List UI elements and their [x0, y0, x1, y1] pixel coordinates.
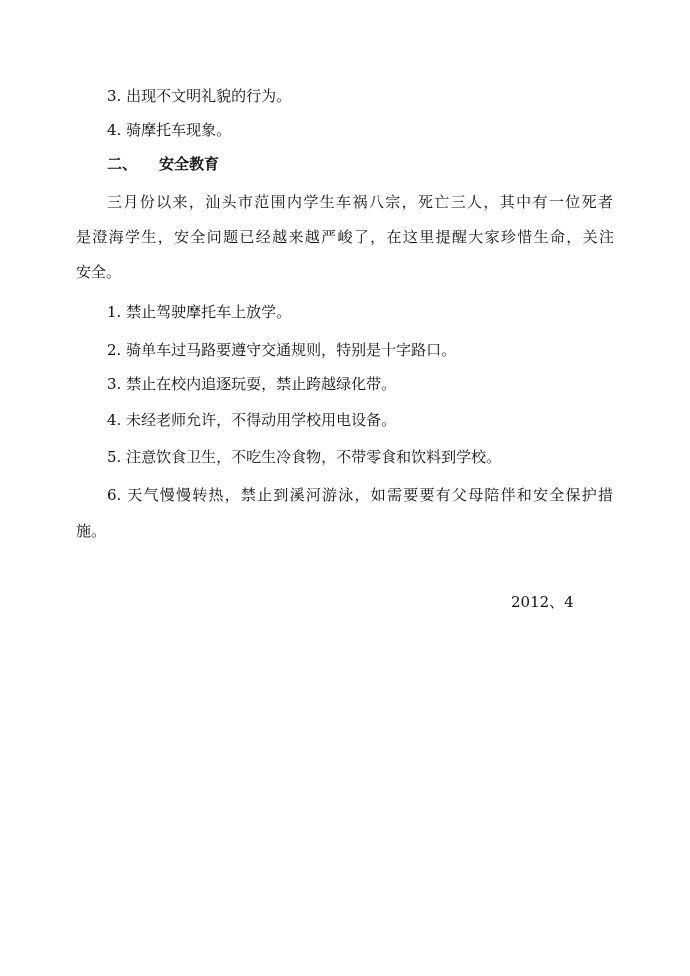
- document-date: 2012、4: [511, 593, 574, 611]
- rule-item-6-line-1: 6. 天气慢慢转热，禁止到溪河游泳，如需要要有父母陪伴和安全保护措: [107, 486, 613, 504]
- section-number: 二、: [107, 155, 138, 173]
- rule-item-3: 3. 禁止在校内追逐玩耍，禁止跨越绿化带。: [107, 375, 397, 393]
- list-item-3: 3. 出现不文明礼貌的行为。: [107, 87, 292, 105]
- rule-item-6-line-2: 施。: [76, 522, 107, 540]
- list-item-4: 4. 骑摩托车现象。: [107, 121, 232, 139]
- intro-line-3: 安全。: [76, 263, 122, 281]
- rule-item-2: 2. 骑单车过马路要遵守交通规则，特别是十字路口。: [107, 341, 457, 359]
- rule-item-1: 1. 禁止驾驶摩托车上放学。: [107, 303, 292, 321]
- section-title: 安全教育: [159, 155, 220, 173]
- section-heading: [107, 154, 219, 174]
- intro-line-2: 是澄海学生，安全问题已经越来越严峻了，在这里提醒大家珍惜生命，关注: [76, 228, 614, 246]
- rule-item-5: 5. 注意饮食卫生，不吃生冷食物，不带零食和饮料到学校。: [107, 448, 502, 466]
- rule-item-4: 4. 未经老师允许，不得动用学校用电设备。: [107, 411, 397, 429]
- intro-line-1: 三月份以来，汕头市范围内学生车祸八宗，死亡三人，其中有一位死者: [107, 193, 613, 211]
